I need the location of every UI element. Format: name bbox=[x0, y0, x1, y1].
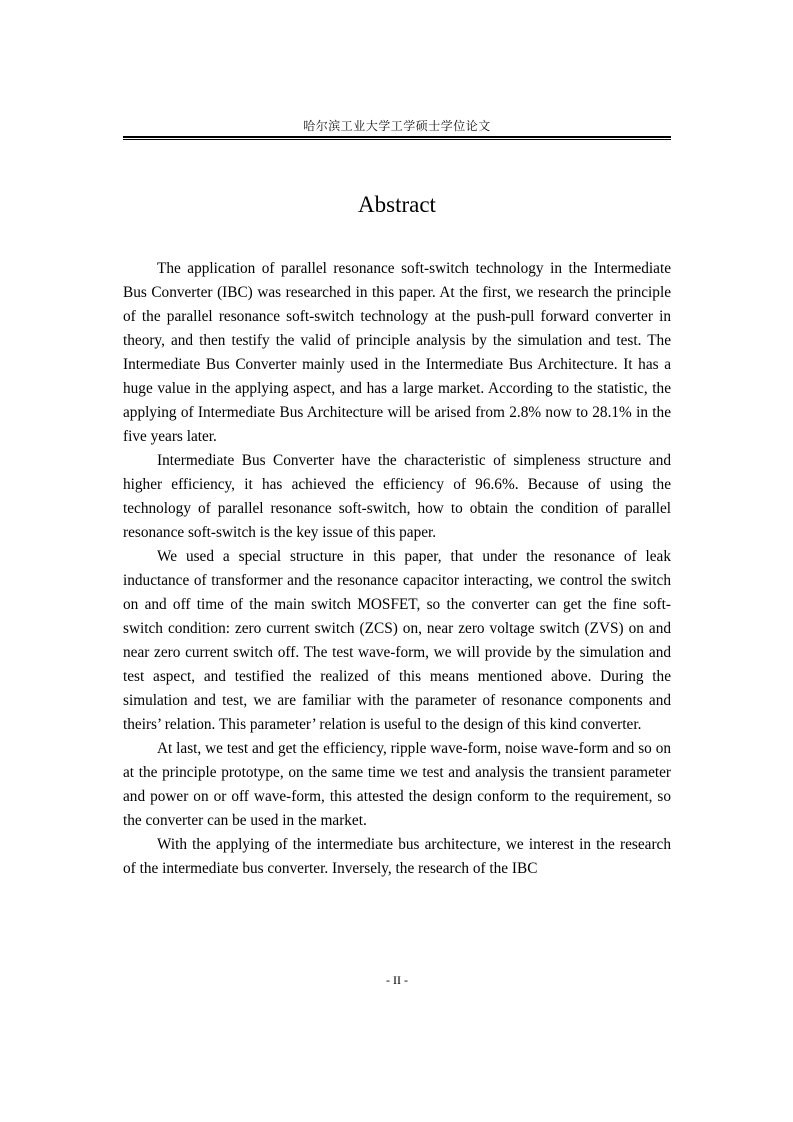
abstract-paragraph-4: At last, we test and get the efficiency, ripple wave-form, noise wave-form and so on at the principle prototype, on the same time we test and analysis the transient parameter and power on or off wave-form, this attested the design conform to the requirement, so the converter can be used in the market. bbox=[123, 740, 671, 829]
header-rule bbox=[123, 136, 671, 140]
abstract-paragraph-2: Intermediate Bus Converter have the characteristic of simpleness structure and higher efficiency, it has achieved the efficiency of 96.6%. Because of using the technology of parallel resonance soft-switch, how to obtain the condition of parallel resonance soft-switch is the key issue of this paper. bbox=[123, 452, 671, 541]
page-number: - II - bbox=[386, 973, 408, 987]
abstract-paragraph-3: We used a special structure in this paper, that under the resonance of leak inductance of transformer and the resonance capacitor interacting, we control the switch on and off time of the main switch MOSFET, so the converter can get the fine soft-switch condition: zero current switch (ZCS) on, near zero voltage switch (ZVS) on and near zero current switch off. The test wave-form, we will provide by the simulation and test aspect, and testified the realized of this means mentioned above. During the simulation and test, we are familiar with the parameter of resonance components and theirs’ relation. This parameter’ relation is useful to the design of this kind converter. bbox=[123, 548, 671, 733]
abstract-paragraph-1: The application of parallel resonance soft-switch technology in the Intermediate Bus Converter (IBC) was researched in this paper. At the first, we research the principle of the parallel resonance soft-switch technology at the push-pull forward converter in theory, and then testify the valid of principle analysis by the simulation and test. The Intermediate Bus Converter mainly used in the Intermediate Bus Architecture. It has a huge value in the applying aspect, and has a large market. According to the statistic, the applying of Intermediate Bus Architecture will be arised from 2.8% now to 28.1% in the five years later. bbox=[123, 260, 671, 445]
page-title: Abstract bbox=[358, 192, 436, 217]
abstract-body bbox=[123, 257, 671, 881]
abstract-paragraph-5: With the applying of the intermediate bus architecture, we interest in the research of the intermediate bus converter. Inversely, the research of the IBC bbox=[123, 836, 671, 877]
running-header: 哈尔滨工业大学工学硕士学位论文 bbox=[303, 119, 491, 133]
